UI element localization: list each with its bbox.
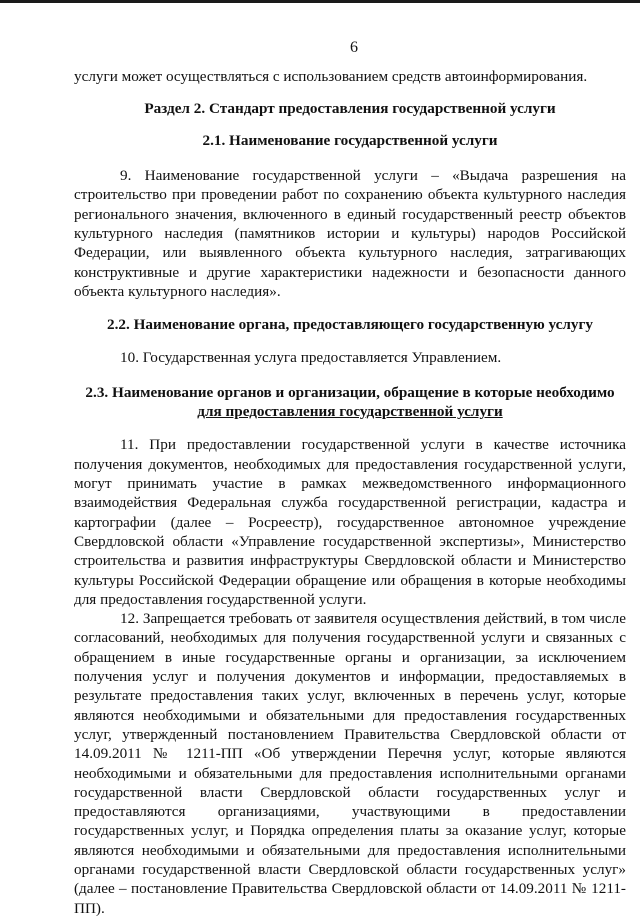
paragraph-11: 11. При предоставлении государственной услуги в качестве источника получения документов, необходимых для предоставления государственной услуги, могут принимать участие в рамках межведомственного информационного взаимодействия Федеральная служба государственной регистрации, кадастра и картографии (далее – Росреестр), государственное автономное учреждение Свердловской области «Управление государственной экспертизы», Министерство строительства и развития инфраструктуры Свердловской области и Министерство культуры Российской Федерации обращение или обращения в которые необходимы для предоставления государственной услуги. [74,436,626,608]
paragraph-9: 9. Наименование государственной услуги – «Выдача разрешения на строительство при проведении работ по сохранению объекта культурного наследия регионального значения, включенного в единый государственный реестр объектов культурного наследия (памятников истории и культуры) народов Российской Федерации, или выявленного объекта культурного наследия, затрагивающих конструктивные и другие характеристики надежности и безопасности данного объекта культурного наследия». [74,167,626,300]
paragraph-10: 10. Государственная услуга предоставляется Управлением. [120,348,502,366]
page-number: 6 [350,39,358,56]
top-edge-rule [0,0,640,3]
intro-line: услуги может осуществляться с использованием средств автоинформирования. [74,68,588,86]
subsection-2-3-title [74,383,626,422]
paragraph-12: 12. Запрещается требовать от заявителя осуществления действий, в том числе согласований, необходимых для получения государственной услуги и связанных с обращением в иные государственные органы и организации, за исключением получения услуг и получения документов и информации, предоставляемых в результате предоставления таких услуг, включенных в перечень услуг, которые являются необходимыми и обязательными для предоставления государственных услуг, утвержденный постановлением Правительства Свердловской области от 14.09.2011 № 1211-ПП «Об утверждении Перечня услуг, которые являются необходимыми и обязательными для предоставления исполнительными органами государственной власти Свердловской области государственных услуг и предоставляются организациями, участвующими в предоставлении государственных услуг, и Порядка определения платы за оказание услуг, которые являются необходимыми и обязательными для предоставления исполнительными органами государственной власти Свердловской области государственных услуг» (далее – постановление Правительства Свердловской области от 14.09.2011 № 1211-ПП). [74,610,626,917]
subsection-2-3-title-line2: для предоставления государственной услуги [197,403,503,421]
subsection-2-1-title: 2.1. Наименование государственной услуги [202,131,498,149]
section-2-title: Раздел 2. Стандарт предоставления государственной услуги [144,99,556,117]
document-page [74,38,626,918]
subsection-2-3-title-line1: 2.3. Наименование органов и организации, обращение в которые необходимо [85,383,615,401]
subsection-2-2-title: 2.2. Наименование органа, предоставляющего государственную услугу [106,316,594,334]
